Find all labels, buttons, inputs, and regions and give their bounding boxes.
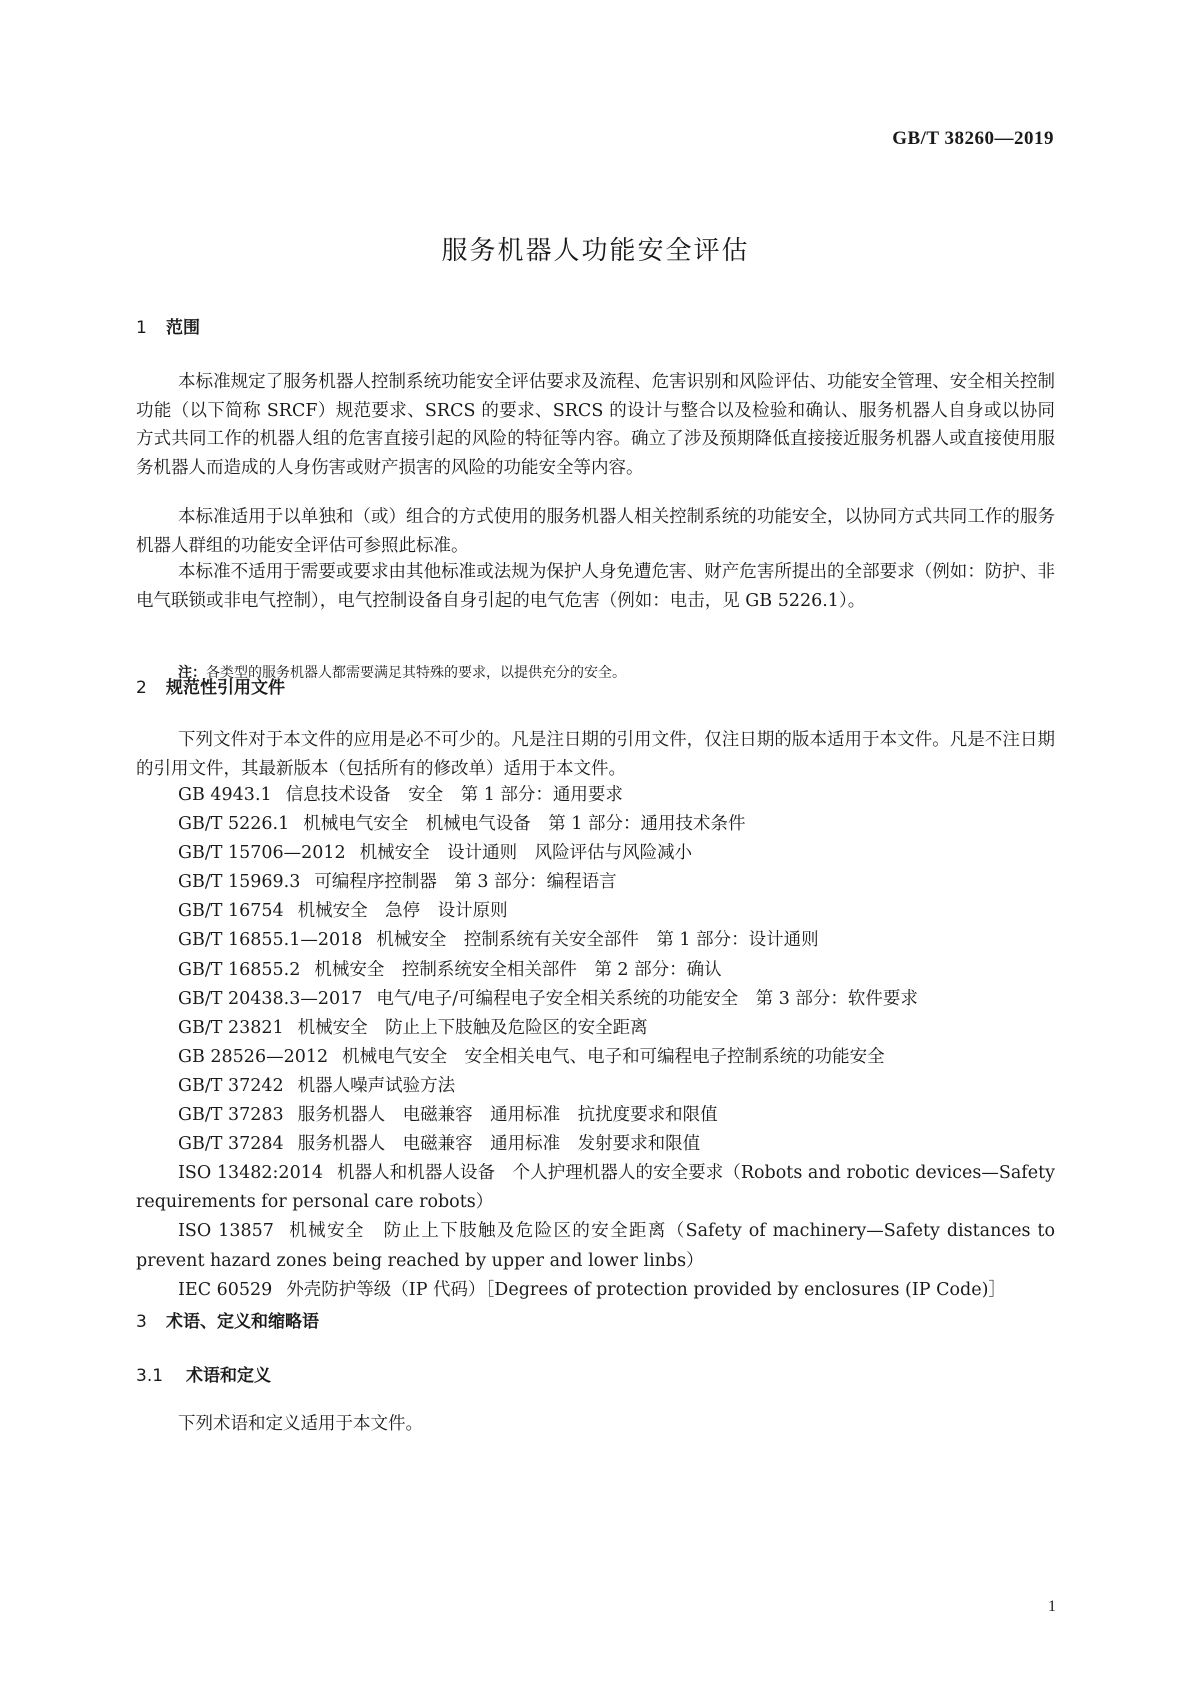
- reference-item: [136, 781, 1055, 810]
- reference-code: ISO 13857: [178, 1221, 274, 1242]
- reference-code: GB/T 37284: [178, 1134, 284, 1155]
- reference-item: [136, 810, 1055, 839]
- normative-references-list: [136, 781, 1055, 1305]
- reference-title: 信息技术设备 安全 第 1 部分：通用要求: [285, 785, 623, 805]
- section-1-heading: [136, 313, 200, 338]
- reference-title: 机械安全 控制系统安全相关部件 第 2 部分：确认: [314, 959, 722, 980]
- reference-code: IEC 60529: [178, 1279, 273, 1300]
- section-3-heading: [136, 1307, 319, 1332]
- reference-title: 服务机器人 电磁兼容 通用标准 发射要求和限值: [297, 1134, 701, 1155]
- reference-item: [136, 1130, 1055, 1159]
- reference-item: [136, 1043, 1055, 1072]
- reference-title: 机械电气安全 安全相关电气、电子和可编程电子控制系统的功能安全: [342, 1046, 885, 1067]
- reference-code: GB/T 37283: [178, 1105, 284, 1126]
- reference-code: GB 28526—2012: [178, 1046, 329, 1067]
- reference-title: 服务机器人 电磁兼容 通用标准 抗扰度要求和限值: [297, 1105, 718, 1126]
- reference-item: [136, 985, 1055, 1014]
- reference-item: [136, 956, 1055, 985]
- reference-code: GB/T 15969.3: [178, 872, 301, 893]
- reference-item: [136, 1101, 1055, 1130]
- page-number: 1: [1048, 1598, 1056, 1615]
- section-2-intro: 下列文件对于本文件的应用是必不可少的。凡是注日期的引用文件，仅注日期的版本适用于本文件。凡是不注日期的引用文件，其最新版本（包括所有的修改单）适用于本文件。: [136, 730, 1055, 779]
- section-3-1-intro: 下列术语和定义适用于本文件。: [178, 1414, 423, 1434]
- standard-code: GB/T 38260—2019: [892, 128, 1054, 149]
- reference-title: 机械安全 防止上下肢触及危险区的安全距离（Safety of machinery—Safety distances to prevent hazard zones being reached by upper and lower linbs）: [136, 1221, 1055, 1271]
- reference-title: 机器人噪声试验方法: [297, 1075, 456, 1096]
- reference-code: GB/T 20438.3—2017: [178, 988, 363, 1009]
- reference-item: [136, 897, 1055, 926]
- reference-item: [136, 926, 1055, 955]
- reference-title: 机械安全 控制系统有关安全部件 第 1 部分：设计通则: [376, 930, 819, 951]
- section-3-title: 术语、定义和缩略语: [166, 1312, 319, 1332]
- reference-title: 外壳防护等级（IP 代码）［Degrees of protection provided by enclosures (IP Code)］: [286, 1279, 1006, 1300]
- note-label: 注：: [178, 665, 206, 681]
- section-2-heading: [136, 673, 285, 698]
- reference-title: 可编程序控制器 第 3 部分：编程语言: [314, 872, 617, 893]
- reference-item: [136, 1276, 1055, 1305]
- reference-code: GB/T 15706—2012: [178, 843, 346, 864]
- reference-code: GB 4943.1: [178, 785, 272, 805]
- reference-code: GB/T 16754: [178, 901, 284, 922]
- section-1-paragraph-2: 本标准适用于以单独和（或）组合的方式使用的服务机器人相关控制系统的功能安全，以协同方式共同工作的服务机器人群组的功能安全评估可参照此标准。: [136, 507, 1055, 556]
- section-1-paragraph-3: 本标准不适用于需要或要求由其他标准或法规为保护人身免遭危害、财产危害所提出的全部要求（例如：防护、非电气联锁或非电气控制），电气控制设备自身引起的电气危害（例如：电击，见 GB 5226.1）。: [136, 562, 1055, 611]
- reference-code: GB/T 16855.1—2018: [178, 930, 363, 951]
- reference-title: 机械安全 急停 设计原则: [297, 901, 508, 922]
- reference-code: GB/T 16855.2: [178, 959, 301, 980]
- reference-code: GB/T 5226.1: [178, 814, 290, 835]
- reference-item: [136, 1217, 1055, 1275]
- reference-code: ISO 13482:2014: [178, 1163, 323, 1184]
- reference-code: GB/T 37242: [178, 1075, 284, 1096]
- section-3-1-heading: [136, 1361, 271, 1386]
- reference-title: 机械安全 设计通则 风险评估与风险减小: [359, 843, 693, 864]
- note-text: 各类型的服务机器人都需要满足其特殊的要求，以提供充分的安全。: [206, 665, 626, 681]
- section-3-1-title: 术语和定义: [186, 1366, 271, 1386]
- reference-code: GB/T 23821: [178, 1017, 284, 1038]
- reference-title: 电气/电子/可编程电子安全相关系统的功能安全 第 3 部分：软件要求: [376, 988, 918, 1009]
- reference-title: 机械电气安全 机械电气设备 第 1 部分：通用技术条件: [303, 814, 746, 835]
- section-3-number: 3: [136, 1312, 147, 1332]
- reference-title: 机械安全 防止上下肢触及危险区的安全距离: [297, 1017, 648, 1038]
- section-2-title: 规范性引用文件: [166, 678, 285, 698]
- reference-item: [136, 1159, 1055, 1217]
- reference-item: [136, 839, 1055, 868]
- reference-item: [136, 1014, 1055, 1043]
- reference-item: [136, 1072, 1055, 1101]
- section-1-number: 1: [136, 318, 147, 338]
- section-3-1-number: 3.1: [136, 1366, 164, 1386]
- section-1-paragraph-1: 本标准规定了服务机器人控制系统功能安全评估要求及流程、危害识别和风险评估、功能安全管理、安全相关控制功能（以下简称 SRCF）规范要求、SRCS 的要求、SRCS 的设计与整合以及检验和确认、服务机器人自身或以协同方式共同工作的机器人组的危害直接引起的风险的特征等内容。确立了涉及预期降低直接接近服务机器人或直接使用服务机器人而造成的人身伤害或财产损害的风险的功能安全等内容。: [136, 372, 1055, 478]
- section-2-number: 2: [136, 678, 147, 698]
- reference-item: [136, 868, 1055, 897]
- document-title: 服务机器人功能安全评估: [441, 236, 750, 266]
- section-1-title: 范围: [166, 318, 200, 338]
- reference-title: 机器人和机器人设备 个人护理机器人的安全要求（Robots and robotic devices—Safety requirements for personal care robots）: [136, 1163, 1056, 1213]
